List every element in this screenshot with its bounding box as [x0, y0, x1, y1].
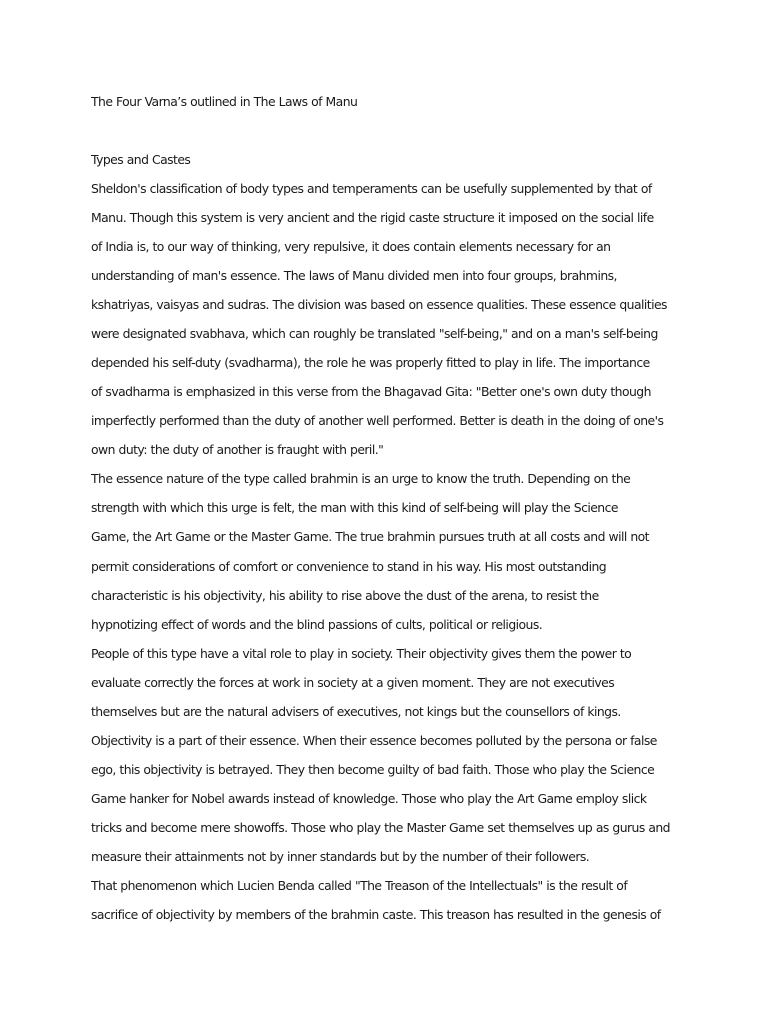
paragraph-line: sacrifice of objectivity by members of the brahmin caste. This treason has resulted in the genesis of	[91, 907, 661, 922]
paragraph-line: Sheldon's classification of body types and temperaments can be usefully supplemented by that of	[91, 181, 652, 196]
paragraph-line: Objectivity is a part of their essence. When their essence becomes polluted by the persona or false	[91, 733, 657, 748]
paragraph-line: hypnotizing effect of words and the blind passions of cults, political or religious.	[91, 617, 543, 632]
paragraph-line: People of this type have a vital role to play in society. Their objectivity gives them the power to	[91, 646, 632, 661]
paragraph-line: ego, this objectivity is betrayed. They then become guilty of bad faith. Those who play the Science	[91, 762, 655, 777]
section-heading: Types and Castes	[91, 152, 191, 167]
paragraph-line: own duty: the duty of another is fraught with peril."	[91, 442, 384, 457]
paragraph-line: Game hanker for Nobel awards instead of knowledge. Those who play the Art Game employ slick	[91, 791, 647, 806]
document-title: The Four Varna’s outlined in The Laws of Manu	[91, 94, 358, 109]
paragraph-line: strength with which this urge is felt, the man with this kind of self-being will play the Science	[91, 500, 618, 515]
paragraph-line: Game, the Art Game or the Master Game. The true brahmin pursues truth at all costs and will not	[91, 529, 649, 544]
paragraph-line: understanding of man's essence. The laws of Manu divided men into four groups, brahmins,	[91, 268, 617, 283]
paragraph-line: imperfectly performed than the duty of another well performed. Better is death in the doing of one's	[91, 413, 664, 428]
paragraph-line: tricks and become mere showoffs. Those who play the Master Game set themselves up as gurus and	[91, 820, 670, 835]
paragraph-line: The essence nature of the type called brahmin is an urge to know the truth. Depending on the	[91, 471, 631, 486]
paragraph-line: Manu. Though this system is very ancient and the rigid caste structure it imposed on the social life	[91, 210, 654, 225]
paragraph-line: evaluate correctly the forces at work in society at a given moment. They are not executives	[91, 675, 615, 690]
paragraph-line: depended his self-duty (svadharma), the role he was properly fitted to play in life. The importance	[91, 355, 650, 370]
paragraph-line: of svadharma is emphasized in this verse from the Bhagavad Gita: "Better one's own duty though	[91, 384, 651, 399]
paragraph-line: characteristic is his objectivity, his ability to rise above the dust of the arena, to resist the	[91, 588, 599, 603]
paragraph-line: kshatriyas, vaisyas and sudras. The division was based on essence qualities. These essence qualities	[91, 297, 667, 312]
paragraph-line: of India is, to our way of thinking, very repulsive, it does contain elements necessary for an	[91, 239, 611, 254]
paragraph-line: permit considerations of comfort or convenience to stand in his way. His most outstanding	[91, 559, 607, 574]
paragraph-line: That phenomenon which Lucien Benda called "The Treason of the Intellectuals" is the result of	[91, 878, 628, 893]
paragraph-line: themselves but are the natural advisers of executives, not kings but the counsellors of kings.	[91, 704, 621, 719]
paragraph-line: measure their attainments not by inner standards but by the number of their followers.	[91, 849, 590, 864]
paragraph-line: were designated svabhava, which can roughly be translated "self-being," and on a man's self-being	[91, 326, 658, 341]
